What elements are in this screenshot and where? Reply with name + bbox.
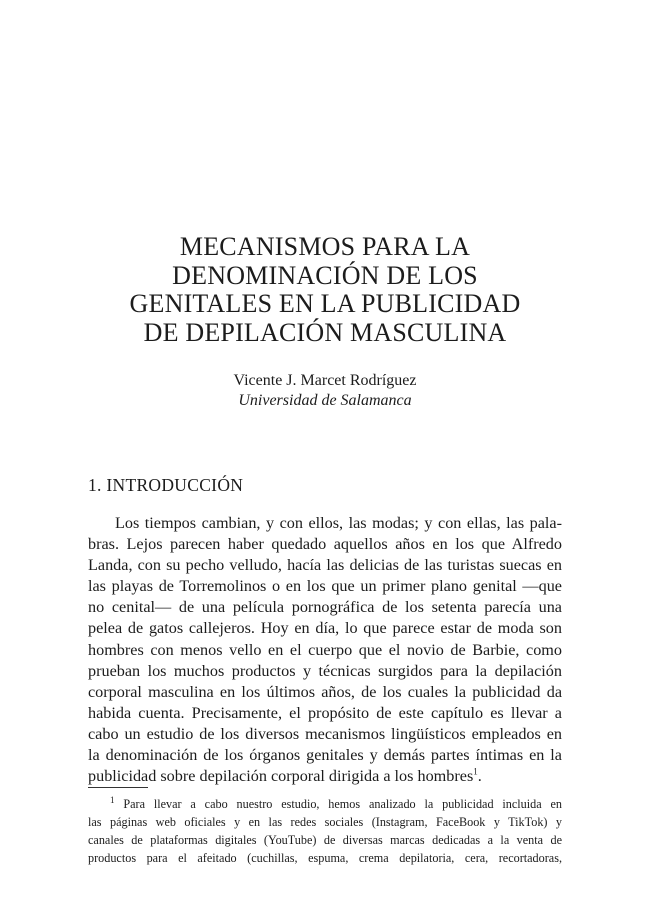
title-line: GENITALES EN LA PUBLICIDAD (129, 289, 521, 318)
footnote-reference[interactable]: 1 (473, 766, 478, 777)
paragraph-line-text: publicidad sobre depilación corporal dirigida a los hombres (88, 767, 474, 786)
paragraph-last-line (88, 766, 562, 787)
paragraph-line: prueban los muchos productos y técnicas surgidos para la depilación (88, 661, 562, 680)
paragraph-line: Los tiempos cambian, y con ellos, las modas; y con ellas, las pala- (115, 514, 562, 532)
section-heading: 1. INTRODUCCIÓN (88, 475, 244, 495)
paragraph-line: pelea de gatos callejeros. Hoy en día, lo que parece estar de moda son (88, 619, 562, 638)
footnote-separator (88, 787, 148, 788)
title-line: MECANISMOS PARA LA (179, 232, 471, 261)
author-affiliation: Universidad de Salamanca (238, 392, 412, 409)
footnote-line-text: Para llevar a cabo nuestro estudio, hemos analizado la publicidad incluida en (123, 797, 562, 811)
paragraph-line: cabo un estudio de los diversos mecanismos lingüísticos empleados en (88, 724, 562, 743)
paragraph-line: hombres con menos vello en el cuerpo que el novio de Barbie, como (88, 640, 562, 659)
paragraph-line: la denominación de los órganos genitales y demás partes íntimas en la (88, 746, 562, 765)
paragraph-line: corporal masculina en los últimos años, de los cuales la publicidad da (88, 682, 562, 701)
footnote-line: productos para el afeitado (cuchillas, espuma, crema depilatoria, cera, recortadoras, (88, 851, 562, 865)
paragraph-line: bras. Lejos parecen haber quedado aquellos años en los que Alfredo (88, 535, 562, 554)
title-line: DENOMINACIÓN DE LOS (172, 260, 478, 290)
paragraph-line: Landa, con su pecho velludo, hacía las delicias de las turistas suecas en (88, 556, 562, 575)
body-paragraph (88, 513, 562, 787)
title-line: DE DEPILACIÓN MASCULINA (143, 317, 507, 347)
author-name: Vicente J. Marcet Rodríguez (233, 372, 417, 389)
footnote-line: canales de plataformas digitales (YouTube) de diversas marcas dedicadas a la venta de (88, 833, 562, 847)
chapter-title (80, 233, 570, 347)
paragraph-line: habida cuenta. Precisamente, el propósito de este capítulo es llevar a (88, 703, 562, 722)
footnote (88, 795, 562, 867)
paragraph-line: no cenital— de una película pornográfica de los setenta parecía una (88, 598, 562, 617)
paragraph-line: las playas de Torremolinos o en los que un primer plano genital —que (88, 577, 562, 596)
paragraph-end-punctuation: . (477, 767, 482, 786)
footnote-line (88, 795, 562, 813)
footnote-number: 1 (110, 794, 115, 805)
footnote-line: las páginas web oficiales y en las redes sociales (Instagram, FaceBook y TikTok) y (88, 815, 562, 829)
